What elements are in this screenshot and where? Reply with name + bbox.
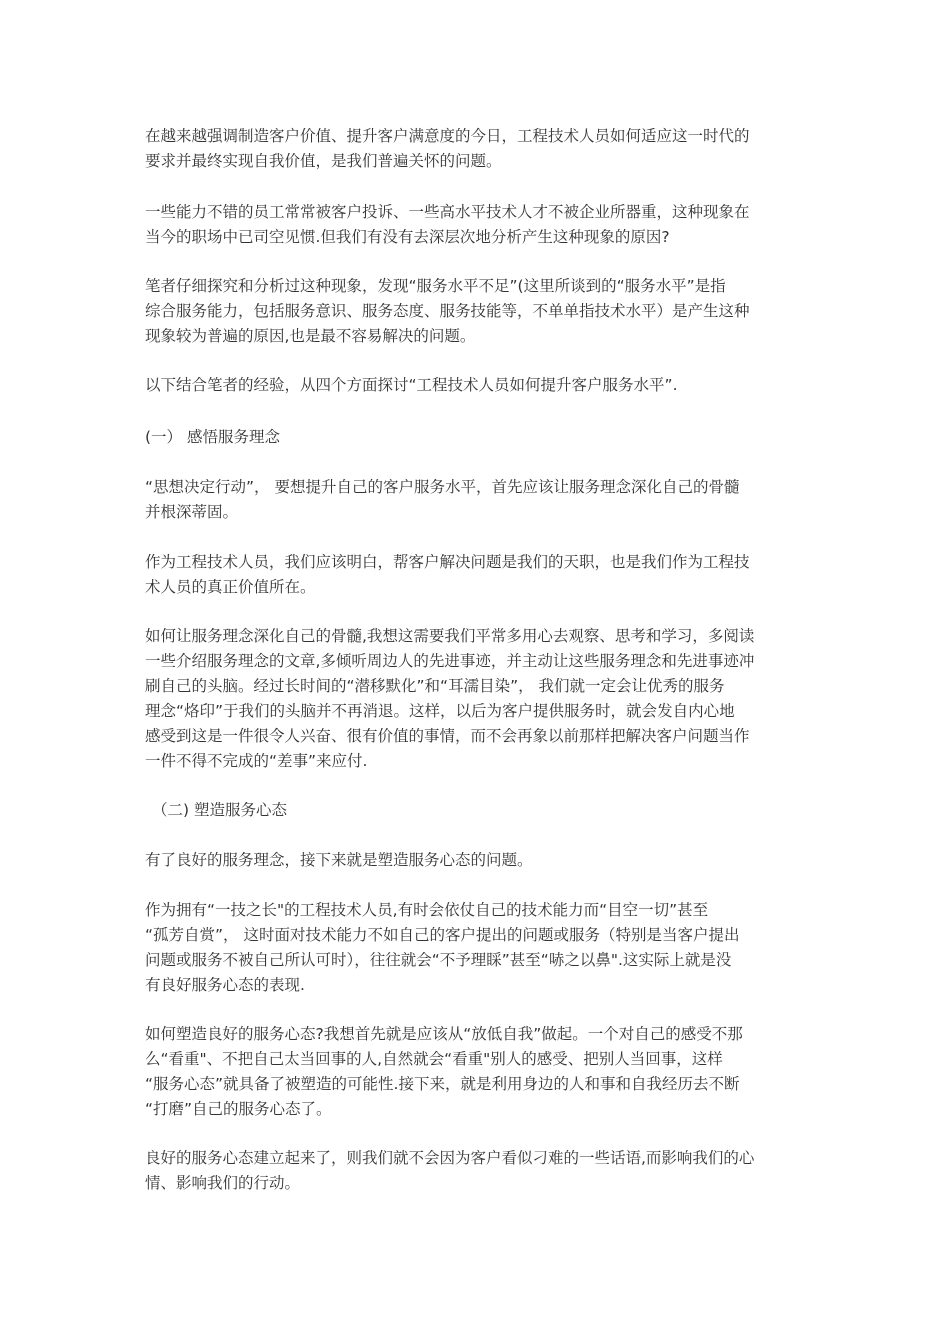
paragraph-mindset-intro: 有了良好的服务理念，接下来就是塑造服务心态的问题。	[145, 851, 533, 869]
section-heading-2: （二) 塑造服务心态	[152, 801, 287, 819]
paragraph-arrogance: 作为拥有“一技之长"的工程技术人员,有时会依仗自己的技术能力而“目空一切”甚至 “孤芳自赏”， 这时面对技术能力不如自己的客户提出的问题或服务（特别是当客户提出 问题或服务不被自己所认可时），往往就会“不予理睬”甚至“哧之以鼻".这实际上就是没 有良好服务心态的表现.	[145, 901, 740, 994]
paragraph-lower-self: 如何塑造良好的服务心态?我想首先就是应该从“放低自我”做起。一个对自己的感受不那 么“看重"、不把自己太当回事的人,自然就会“看重"别人的感受、把别人当回事，这样 “服务心态”就具备了被塑造的可能性.接下来，就是利用身边的人和事和自我经历去不断 “打磨”自己的服务心态了。	[145, 1025, 743, 1118]
paragraph-phenomenon: 一些能力不错的员工常常被客户投诉、一些高水平技术人才不被企业所器重，这种现象在 当今的职场中已司空见惯.但我们有没有去深层次地分析产生这种现象的原因?	[145, 203, 750, 246]
paragraph-intro: 在越来越强调制造客户价值、提升客户满意度的今日，工程技术人员如何适应这一时代的 要求并最终实现自我价值，是我们普遍关怀的问题。	[145, 127, 750, 170]
paragraph-thought-action: “思想决定行动”， 要想提升自己的客户服务水平，首先应该让服务理念深化自己的骨髓 并根深蒂固。	[145, 478, 740, 521]
paragraph-engineer-duty: 作为工程技术人员，我们应该明白，帮客户解决问题是我们的天职，也是我们作为工程技 术人员的真正价值所在。	[145, 553, 750, 596]
paragraph-deepen-concept: 如何让服务理念深化自己的骨髓,我想这需要我们平常多用心去观察、思考和学习，多阅读 一些介绍服务理念的文章,多倾听周边人的先进事迹，并主动让这些服务理念和先进事迹冲 刷自己的头脑。经过长时间的“潜移默化”和“耳濡目染”， 我们就一定会让优秀的服务 理念“烙印”于我们的头脑并不再消退。这样，以后为客户提供服务时，就会发自内心地 感受到这是一件很令人兴奋、很有价值的事情，而不会再象以前那样把解决客户问题当作 一件不得不完成的“差事”来应付.	[145, 627, 755, 770]
paragraph-good-mindset: 良好的服务心态建立起来了，则我们就不会因为客户看似刁难的一些话语,而影响我们的心 情、影响我们的行动。	[145, 1149, 755, 1192]
paragraph-analysis: 笔者仔细探究和分析过这种现象，发现“服务水平不足”(这里所谈到的“服务水平”是指 综合服务能力，包括服务意识、服务态度、服务技能等，不单单指技术水平）是产生这种 现象较为普遍的原因,也是最不容易解决的问题。	[145, 277, 750, 345]
paragraph-overview: 以下结合笔者的经验，从四个方面探讨“工程技术人员如何提升客户服务水平”.	[145, 376, 678, 394]
section-heading-1: (一） 感悟服务理念	[145, 428, 280, 446]
